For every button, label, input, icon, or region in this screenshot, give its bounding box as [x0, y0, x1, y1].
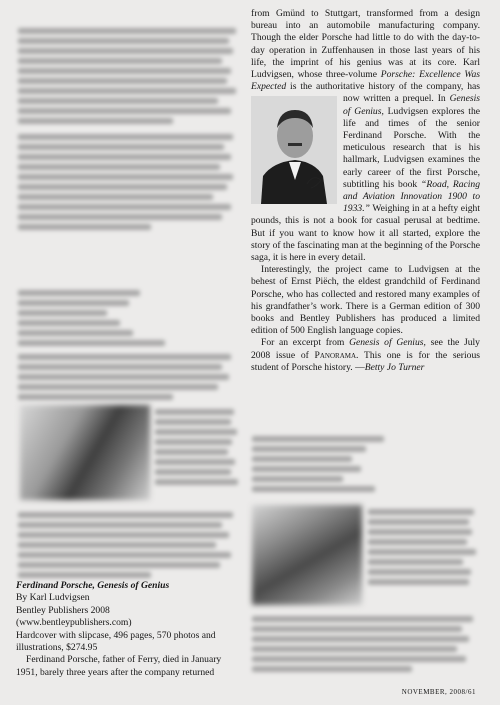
- review-paragraph-2: from Gmünd to Stuttgart, transformed from a design bureau into an automobile manufacturing company. Though the elder Porsche had little to do with the day-to-day operation in Zuffenhausen in those last years of his life, the imprint of his genius was at its core. Karl Ludvigsen, whose three-volume Porsche: Excellence Was Expected is the authoritative history of the company, has now written a prequel. In Genesis of Genius, Ludvigsen explores the life and times of the senior Ferdinand Porsche. With the meticulous research that is his hallmark, Ludvigsen examines the early career of the first Porsche, subtitling his book “Road, Racing and Aviation Innovation 1900 to 1933.” Weighing in at a hefty eight pounds, this is not a book for casual perusal at bedtime. But if you want to know how it all started, explore the story of the fascinating man at the beginning of the Porsche saga, it is here in every detail.: [251, 8, 481, 264]
- blurred-photo-right: [252, 505, 362, 605]
- blurred-photo-left: [20, 405, 150, 500]
- publisher-url: (www.bentleypublishers.com): [16, 617, 132, 629]
- blurred-text-mid-left: [18, 286, 240, 404]
- book-format: Hardcover with slipcase, 496 pages, 570 photos and illustrations, $274.95: [16, 629, 216, 654]
- review-paragraph-3: Interestingly, the project came to Ludvigsen at the behest of Ernst Piëch, the eldest grandchild of Ferdinand Porsche, who has collected and restored many examples of his grandfather’s work. There is a German edition of 300 books and Bentley Publishers has produced a limited edition of 500 English language copies.: [251, 264, 480, 337]
- blurred-text-left-bottom: [18, 508, 240, 582]
- review-paragraph-4: For an excerpt from Genesis of Genius, see the July 2008 issue of Panorama. This one is for the serious student of Porsche history. —Betty Jo Turner: [251, 337, 480, 373]
- book-publisher: Bentley Publishers 2008: [16, 604, 110, 616]
- blurred-text-right-bottom: [368, 505, 480, 589]
- ferdinand-porsche-photo: [251, 96, 337, 204]
- book-title: Ferdinand Porsche, Genesis of Genius: [16, 580, 170, 591]
- blurred-text-right-lower: [252, 432, 480, 496]
- blurred-text-top-left: [18, 24, 240, 234]
- review-paragraph-1: Ferdinand Porsche, father of Ferry, died in January 1951, barely three years after the company returned: [16, 654, 222, 678]
- book-review-header: [16, 580, 244, 679]
- book-author: By Karl Ludvigsen: [16, 592, 90, 604]
- blurred-text-right-footer: [252, 612, 480, 676]
- review-column: [251, 8, 480, 374]
- blurred-text-lower-left: [155, 405, 241, 489]
- page-folio: NOVEMBER, 2008/61: [401, 688, 476, 696]
